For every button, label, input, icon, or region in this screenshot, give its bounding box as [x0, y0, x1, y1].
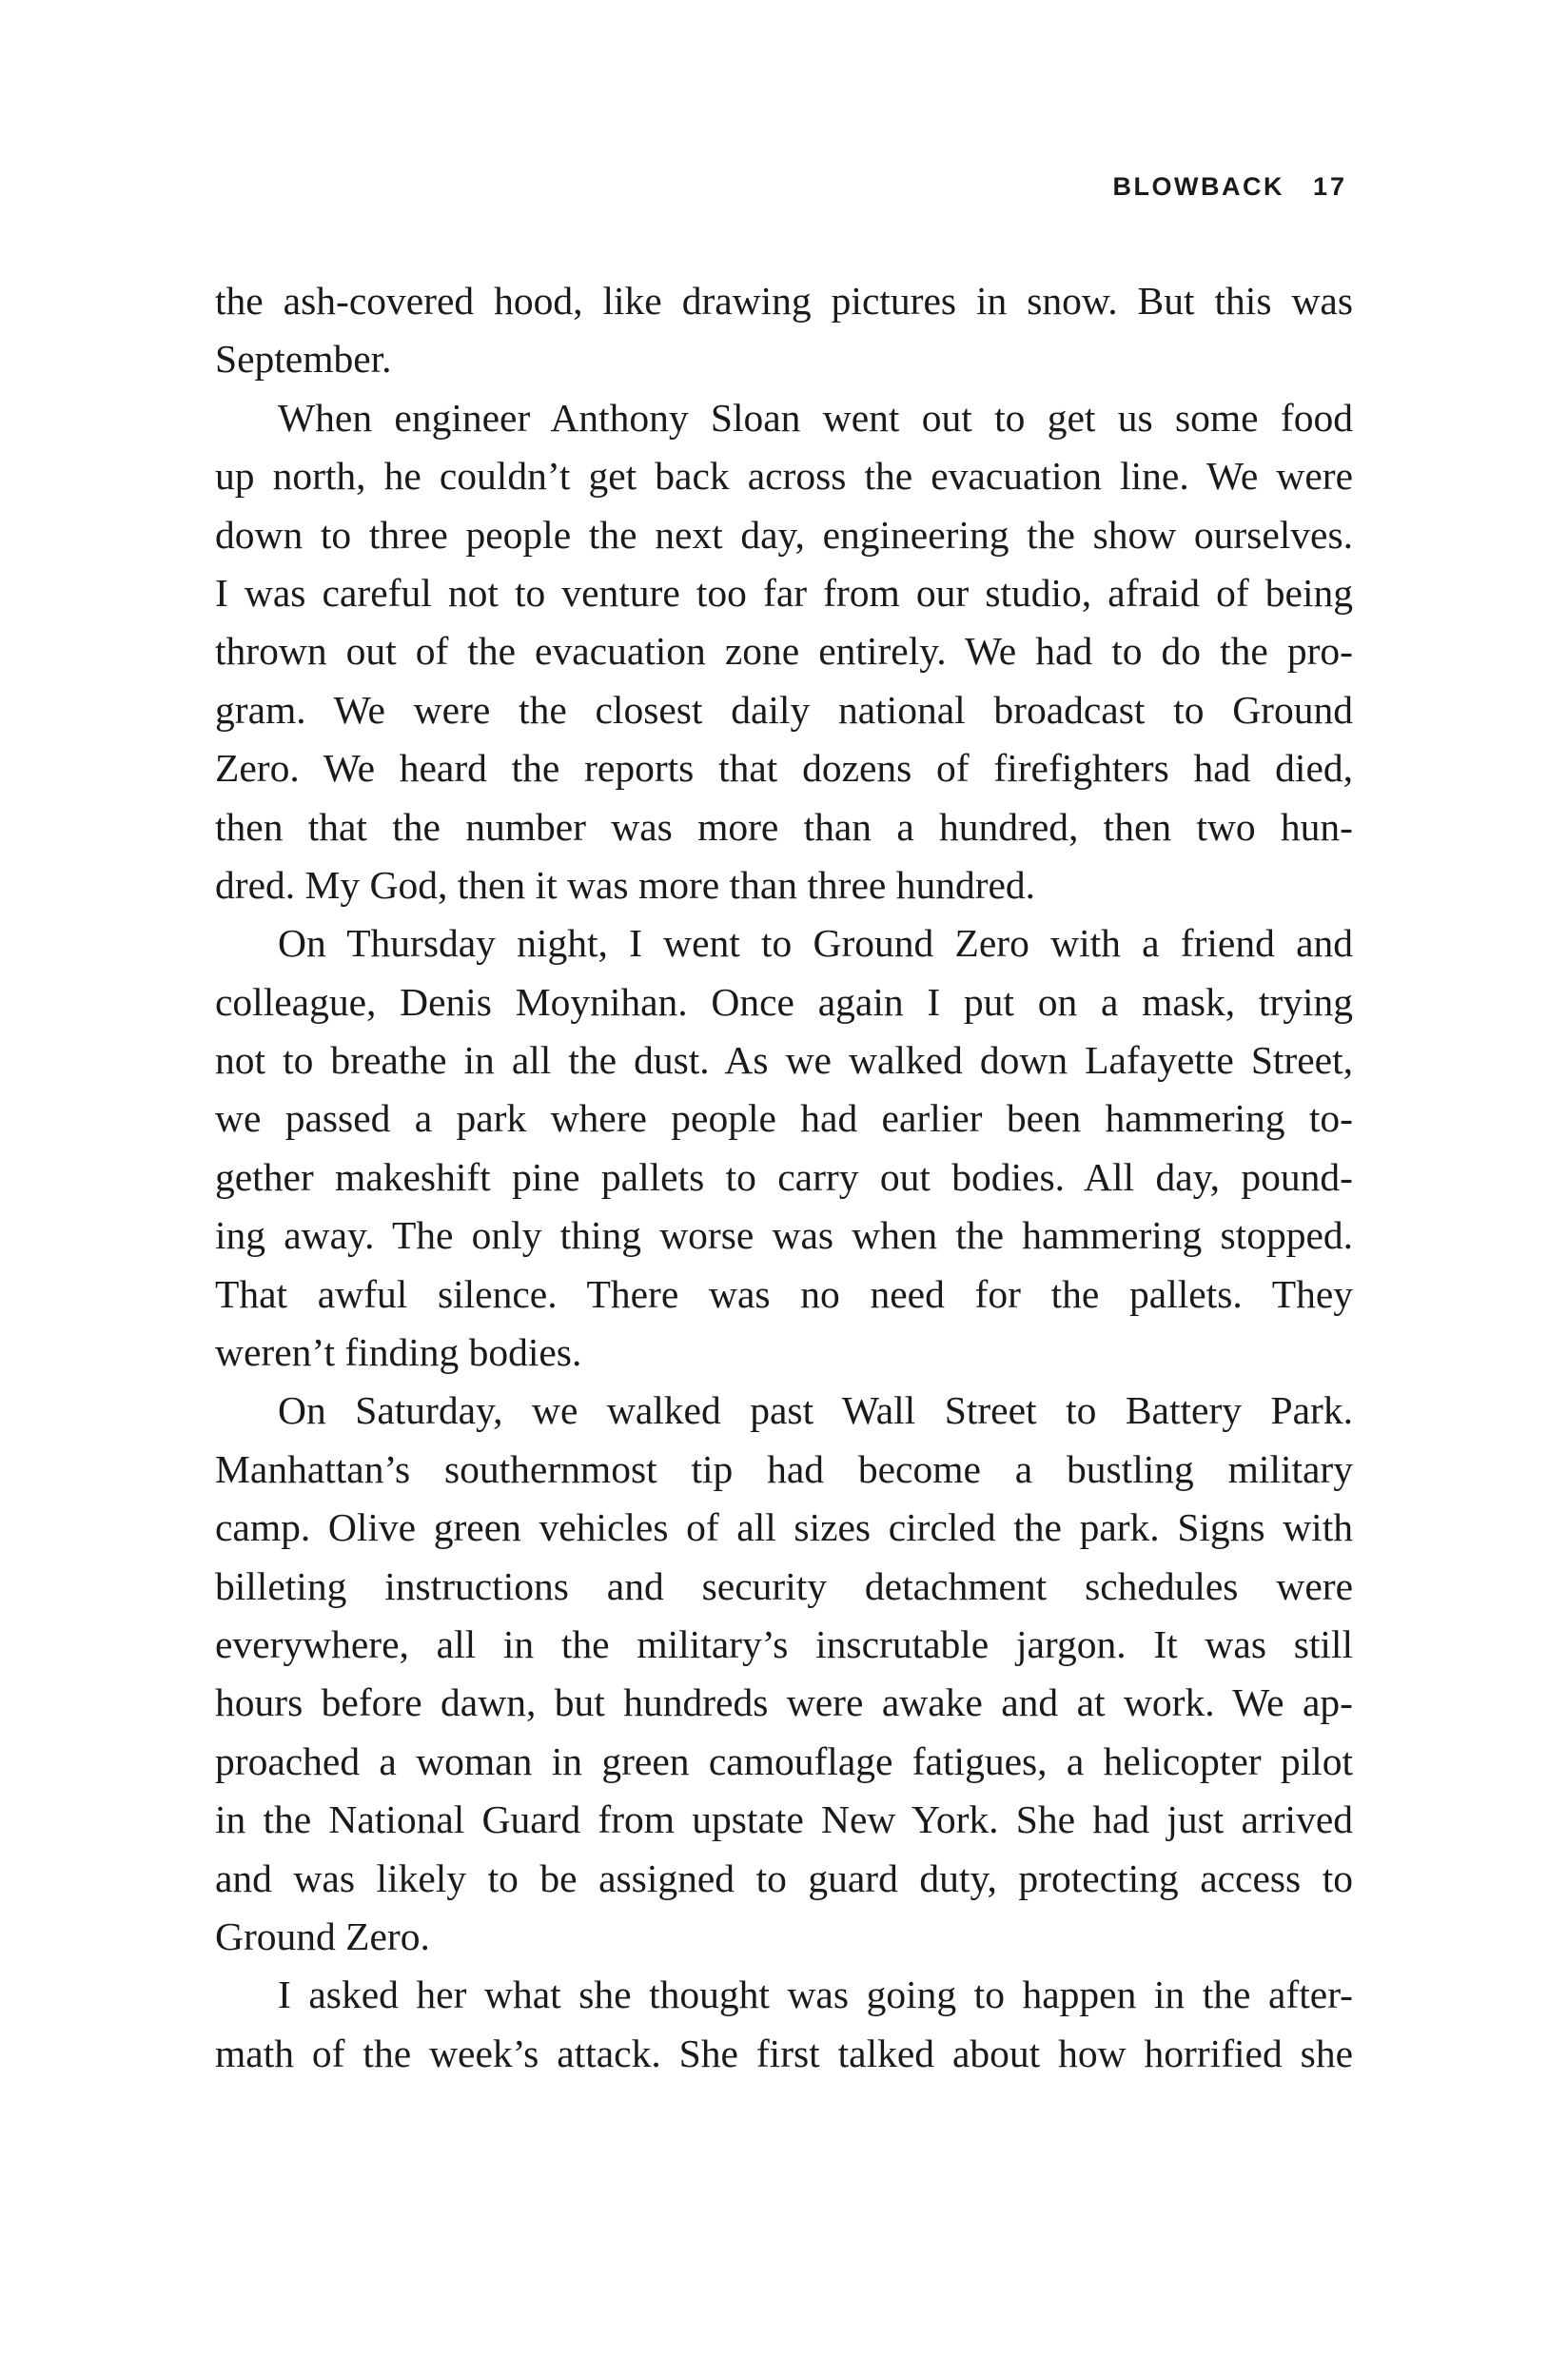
text-line: September.: [215, 337, 392, 382]
text-line: up north, he couldn’t get back across the evacuation line. We were: [215, 454, 1353, 499]
text-line: math of the week’s attack. She first talked about how horrified she: [215, 2031, 1353, 2075]
text-line: and was likely to be assigned to guard duty, protecting access to: [215, 1855, 1353, 1900]
text-line: On Saturday, we walked past Wall Street to Battery Park.: [278, 1388, 1353, 1433]
text-line: gether makeshift pine pallets to carry out bodies. All day, pound-: [215, 1154, 1353, 1199]
text-line: we passed a park where people had earlier been hammering to-: [215, 1096, 1353, 1141]
text-line: proached a woman in green camouflage fatigues, a helicopter pilot: [215, 1738, 1353, 1783]
text-line: gram. We were the closest daily national broadcast to Ground: [215, 687, 1353, 732]
text-line: I was careful not to venture too far from our studio, afraid of being: [215, 570, 1353, 615]
text-line: When engineer Anthony Sloan went out to get us some food: [278, 395, 1353, 440]
text-line: colleague, Denis Moynihan. Once again I put on a mask, trying: [215, 979, 1353, 1024]
text-line: billeting instructions and security detachment schedules were: [215, 1563, 1353, 1608]
text-line: dred. My God, then it was more than three hundred.: [215, 862, 1036, 907]
text-line: thrown out of the evacuation zone entirely. We had to do the pro-: [215, 629, 1353, 674]
text-line: ing away. The only thing worse was when the hammering stopped.: [215, 1213, 1353, 1258]
text-line: down to three people the next day, engineering the show ourselves.: [215, 512, 1353, 557]
page-number: 17: [1312, 172, 1347, 201]
text-line: the ash-covered hood, like drawing pictures in snow. But this was: [215, 279, 1353, 323]
text-line: in the National Guard from upstate New York. She had just arrived: [215, 1797, 1353, 1842]
text-line: everywhere, all in the military’s inscrutable jargon. It was still: [215, 1621, 1353, 1666]
text-line: then that the number was more than a hundred, then two hun-: [215, 804, 1353, 849]
running-head: [1112, 174, 1347, 200]
text-line: hours before dawn, but hundreds were awake and at work. We ap-: [215, 1680, 1353, 1725]
text-line: Zero. We heard the reports that dozens of firefighters had died,: [215, 746, 1353, 791]
text-line: That awful silence. There was no need for the pallets. They: [215, 1271, 1353, 1316]
text-line: Ground Zero.: [215, 1914, 430, 1958]
text-line: camp. Olive green vehicles of all sizes circled the park. Signs with: [215, 1505, 1353, 1550]
body-text: [215, 272, 1353, 2083]
text-line: not to breathe in all the dust. As we walked down Lafayette Street,: [215, 1038, 1353, 1083]
text-line: On Thursday night, I went to Ground Zero with a friend and: [278, 921, 1353, 966]
book-title: BLOWBACK: [1112, 172, 1284, 201]
text-line: weren’t finding bodies.: [215, 1330, 582, 1375]
text-line: I asked her what she thought was going to happen in the after-: [278, 1973, 1353, 2017]
text-line: Manhattan’s southernmost tip had become a bustling military: [215, 1446, 1353, 1491]
